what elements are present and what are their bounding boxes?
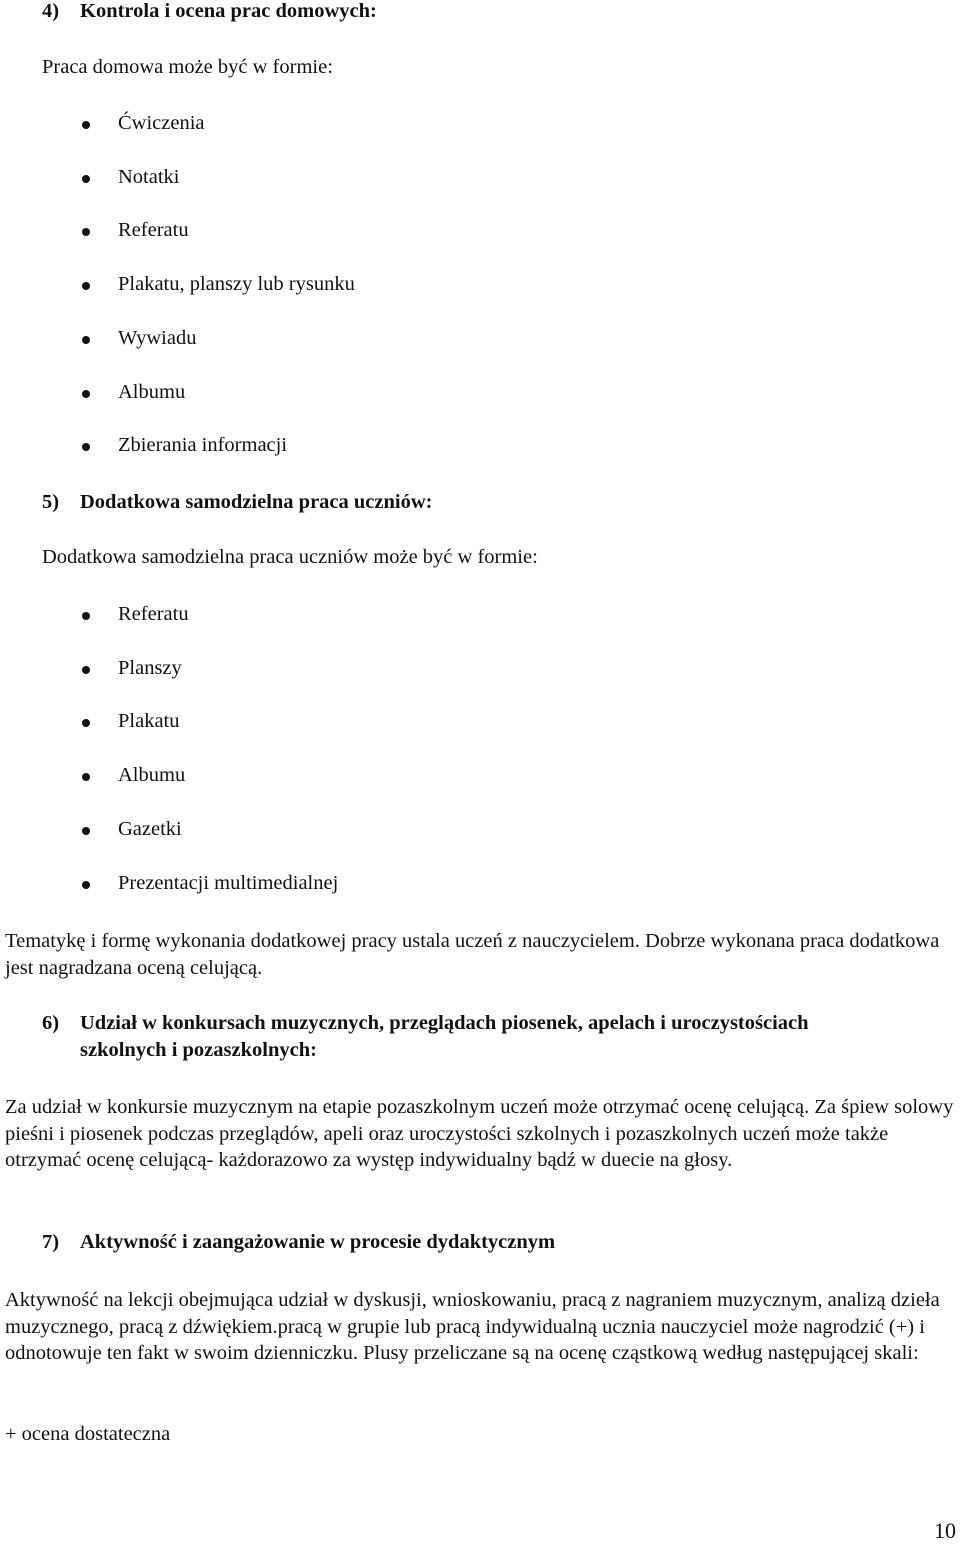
list-item: [0, 818, 960, 846]
section-6-title-line1: Udział w konkursach muzycznych, przeglądach piosenek, apelach i uroczystościach: [80, 1012, 809, 1034]
list-item-label: Plakatu: [118, 710, 180, 733]
section-7-heading: [42, 1231, 555, 1254]
list-item-label: Albumu: [118, 764, 186, 787]
bullet-icon: [82, 282, 90, 290]
section-4-heading: [42, 0, 377, 23]
bullet-icon: [82, 666, 90, 674]
section-7-scale-item: + ocena dostateczna: [5, 1423, 171, 1445]
section-7-number: 7): [42, 1231, 60, 1253]
section-7-paragraph: Aktywność na lekcji obejmująca udział w dyskusji, wnioskowaniu, pracą z nagraniem muzycznym, analizą dzieła muzycznego, pracą z dźwiękiem.pracą w grupie lub pracą indywidualną ucznia nauczyciel może nagrodzić (+) i odnotowuje ten fakt w swoim dzienniczku. Plusy przeliczane są na ocenę cząstkową według następującej skali:: [5, 1289, 940, 1364]
bullet-icon: [82, 612, 90, 620]
list-item-label: Albumu: [118, 380, 186, 403]
list-item-label: Plakatu, planszy lub rysunku: [118, 273, 355, 296]
list-item: [0, 112, 960, 140]
bullet-icon: [82, 175, 90, 183]
section-7-title: Aktywność i zaangażowanie w procesie dydaktycznym: [80, 1231, 556, 1253]
section-5-heading: [42, 491, 432, 514]
list-item: [0, 764, 960, 792]
section-4-intro: Praca domowa może być w formie:: [42, 56, 333, 78]
section-5-intro: Dodatkowa samodzielna praca uczniów może być w formie:: [42, 546, 538, 568]
list-item: [0, 603, 960, 631]
section-6-paragraph: Za udział w konkursie muzycznym na etapie pozaszkolnym uczeń może otrzymać ocenę celującą. Za śpiew solowy pieśni i piosenek podczas przeglądów, apeli oraz uroczystości szkolnych i pozaszkolnych uczeń może także otrzymać ocenę celującą- każdorazowo za występ indywidualny bądź w duecie na głosy.: [5, 1096, 954, 1171]
section-4-title: Kontrola i ocena prac domowych:: [80, 0, 377, 22]
bullet-icon: [82, 336, 90, 344]
bullet-icon: [82, 121, 90, 129]
list-item-label: Gazetki: [118, 817, 182, 840]
section-5-paragraph: Tematykę i formę wykonania dodatkowej pracy ustala uczeń z nauczycielem. Dobrze wykonana praca dodatkowa jest nagradzana oceną celującą.: [5, 930, 940, 979]
bullet-icon: [82, 773, 90, 781]
list-item: [0, 657, 960, 685]
bullet-icon: [82, 443, 90, 451]
list-item: [0, 327, 960, 355]
list-item: [0, 434, 960, 462]
bullet-icon: [82, 719, 90, 727]
page-number: 10: [934, 1518, 956, 1543]
section-5-title: Dodatkowa samodzielna praca uczniów:: [80, 491, 433, 513]
list-item: [0, 872, 960, 900]
list-item: [0, 381, 960, 409]
bullet-icon: [82, 228, 90, 236]
list-item: [0, 710, 960, 738]
section-4-number: 4): [42, 0, 60, 22]
bullet-icon: [82, 827, 90, 835]
section-6-title-line2: szkolnych i pozaszkolnych:: [80, 1039, 317, 1061]
list-item: [0, 219, 960, 247]
list-item-label: Wywiadu: [118, 326, 197, 349]
list-item-label: Referatu: [118, 603, 189, 625]
list-item: [0, 273, 960, 301]
bullet-icon: [82, 881, 90, 889]
list-item-label: Notatki: [118, 165, 180, 188]
list-item-label: Referatu: [118, 219, 189, 242]
list-item-label: Ćwiczenia: [118, 112, 205, 134]
list-item-label: Zbierania informacji: [118, 434, 288, 457]
list-item-label: Prezentacji multimedialnej: [118, 871, 339, 894]
bullet-icon: [82, 390, 90, 398]
section-6-heading: [42, 1012, 809, 1035]
list-item-label: Planszy: [118, 656, 182, 679]
list-item: [0, 166, 960, 194]
section-5-number: 5): [42, 491, 60, 513]
section-6-number: 6): [42, 1012, 60, 1034]
